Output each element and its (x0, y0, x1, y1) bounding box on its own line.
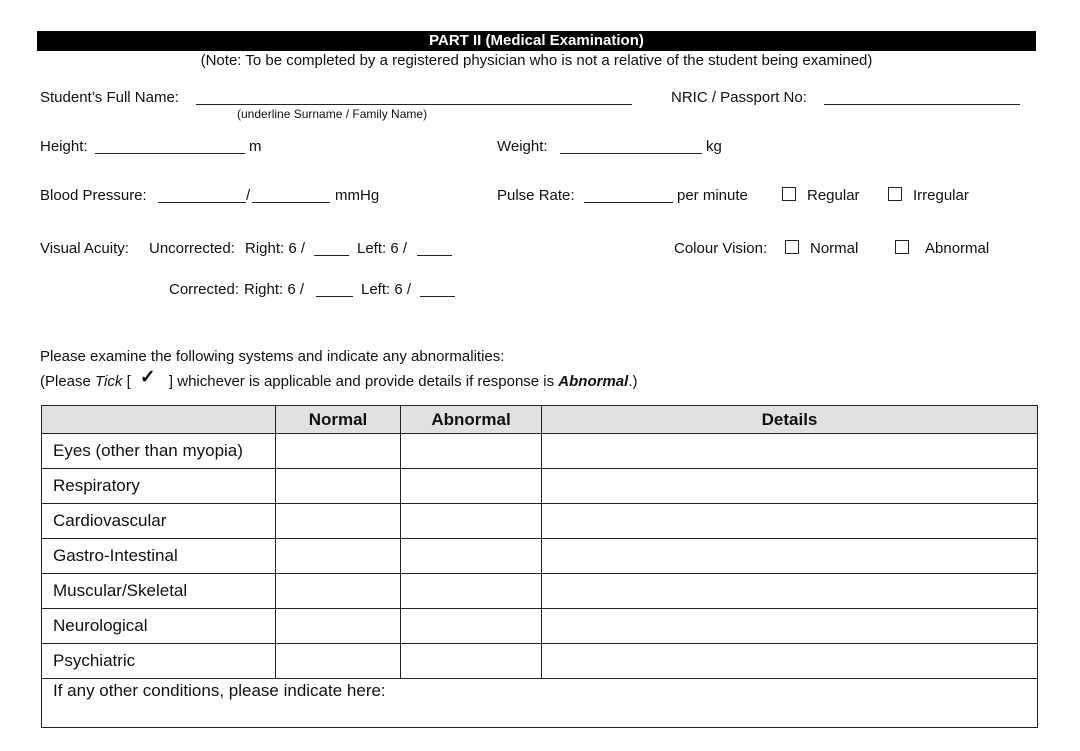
details-cell[interactable] (542, 644, 1038, 679)
system-name: Neurological (42, 609, 276, 644)
table-row (42, 539, 1038, 574)
table-row (42, 504, 1038, 539)
details-cell[interactable] (542, 504, 1038, 539)
other-conditions-row[interactable] (42, 679, 1038, 728)
table-row (42, 644, 1038, 679)
details-cell[interactable] (542, 469, 1038, 504)
system-name: Psychiatric (42, 644, 276, 679)
corrected-label: Corrected: (169, 281, 240, 298)
student-name-hint: (underline Surname / Family Name) (237, 107, 428, 121)
pulse-unit: per minute (677, 187, 748, 204)
other-conditions-cell[interactable]: If any other conditions, please indicate here: (42, 679, 1038, 728)
height-field[interactable] (95, 140, 245, 154)
table-header-system (42, 406, 276, 434)
student-name-label: Student’s Full Name: (40, 89, 179, 106)
details-cell[interactable] (542, 574, 1038, 609)
colour-abnormal-checkbox[interactable] (895, 240, 909, 254)
student-name-field[interactable] (196, 91, 632, 105)
pulse-label: Pulse Rate: (497, 187, 575, 204)
colour-normal-label: Normal (810, 240, 859, 257)
system-name: Respiratory (42, 469, 276, 504)
system-name: Cardiovascular (42, 504, 276, 539)
abnormal-cell[interactable] (401, 574, 542, 609)
instructions-line1: Please examine the following systems and indicate any abnormalities: (40, 348, 505, 365)
pulse-irregular-label: Irregular (913, 187, 969, 204)
pulse-irregular-checkbox[interactable] (888, 187, 902, 201)
abnormal-cell[interactable] (401, 469, 542, 504)
bp-systolic-field[interactable] (158, 189, 246, 203)
abnormal-cell[interactable] (401, 434, 542, 469)
nric-field[interactable] (824, 91, 1020, 105)
pulse-regular-checkbox[interactable] (782, 187, 796, 201)
colour-abnormal-label: Abnormal (925, 240, 990, 257)
uncorrected-right-field[interactable] (314, 242, 349, 256)
bp-unit: mmHg (335, 187, 380, 204)
abnormal-cell[interactable] (401, 644, 542, 679)
table-row (42, 609, 1038, 644)
system-name: Muscular/Skeletal (42, 574, 276, 609)
visual-acuity-label: Visual Acuity: (40, 240, 129, 257)
corrected-right-label: Right: 6 / (244, 281, 305, 298)
normal-cell[interactable] (276, 434, 401, 469)
bp-diastolic-field[interactable] (252, 189, 330, 203)
section-note: (Note: To be completed by a registered physician who is not a relative of the student being examined) (200, 52, 873, 69)
pulse-regular-label: Regular (807, 187, 860, 204)
normal-cell[interactable] (276, 644, 401, 679)
uncorrected-right-label: Right: 6 / (245, 240, 306, 257)
table-header-normal: Normal (276, 406, 401, 434)
system-name: Eyes (other than myopia) (42, 434, 276, 469)
bp-separator: / (246, 187, 251, 204)
pulse-field[interactable] (584, 189, 673, 203)
uncorrected-left-field[interactable] (417, 242, 452, 256)
abnormal-cell[interactable] (401, 504, 542, 539)
checkmark-icon: ✓ (139, 367, 156, 388)
height-label: Height: (40, 138, 88, 155)
weight-field[interactable] (560, 140, 702, 154)
system-name: Gastro-Intestinal (42, 539, 276, 574)
normal-cell[interactable] (276, 574, 401, 609)
details-cell[interactable] (542, 434, 1038, 469)
height-unit: m (249, 138, 262, 155)
weight-unit: kg (706, 138, 722, 155)
table-row (42, 574, 1038, 609)
table-row (42, 434, 1038, 469)
normal-cell[interactable] (276, 609, 401, 644)
section-header: PART II (Medical Examination) (37, 31, 1036, 51)
table-header-details: Details (542, 406, 1038, 434)
corrected-left-field[interactable] (420, 283, 455, 297)
systems-table (41, 405, 1038, 728)
normal-cell[interactable] (276, 504, 401, 539)
instructions-line2: (Please Tick [ ✓ ] whichever is applicable and provide details if response is Abnormal.) (40, 367, 638, 390)
table-header-abnormal: Abnormal (401, 406, 542, 434)
bp-label: Blood Pressure: (40, 187, 147, 204)
details-cell[interactable] (542, 539, 1038, 574)
corrected-right-field[interactable] (316, 283, 353, 297)
table-row (42, 469, 1038, 504)
normal-cell[interactable] (276, 469, 401, 504)
uncorrected-label: Uncorrected: (149, 240, 235, 257)
nric-label: NRIC / Passport No: (671, 89, 807, 106)
normal-cell[interactable] (276, 539, 401, 574)
colour-vision-label: Colour Vision: (674, 240, 768, 257)
abnormal-cell[interactable] (401, 539, 542, 574)
abnormal-cell[interactable] (401, 609, 542, 644)
uncorrected-left-label: Left: 6 / (357, 240, 408, 257)
colour-normal-checkbox[interactable] (785, 240, 799, 254)
details-cell[interactable] (542, 609, 1038, 644)
table-header-row (42, 406, 1038, 434)
corrected-left-label: Left: 6 / (361, 281, 412, 298)
weight-label: Weight: (497, 138, 548, 155)
